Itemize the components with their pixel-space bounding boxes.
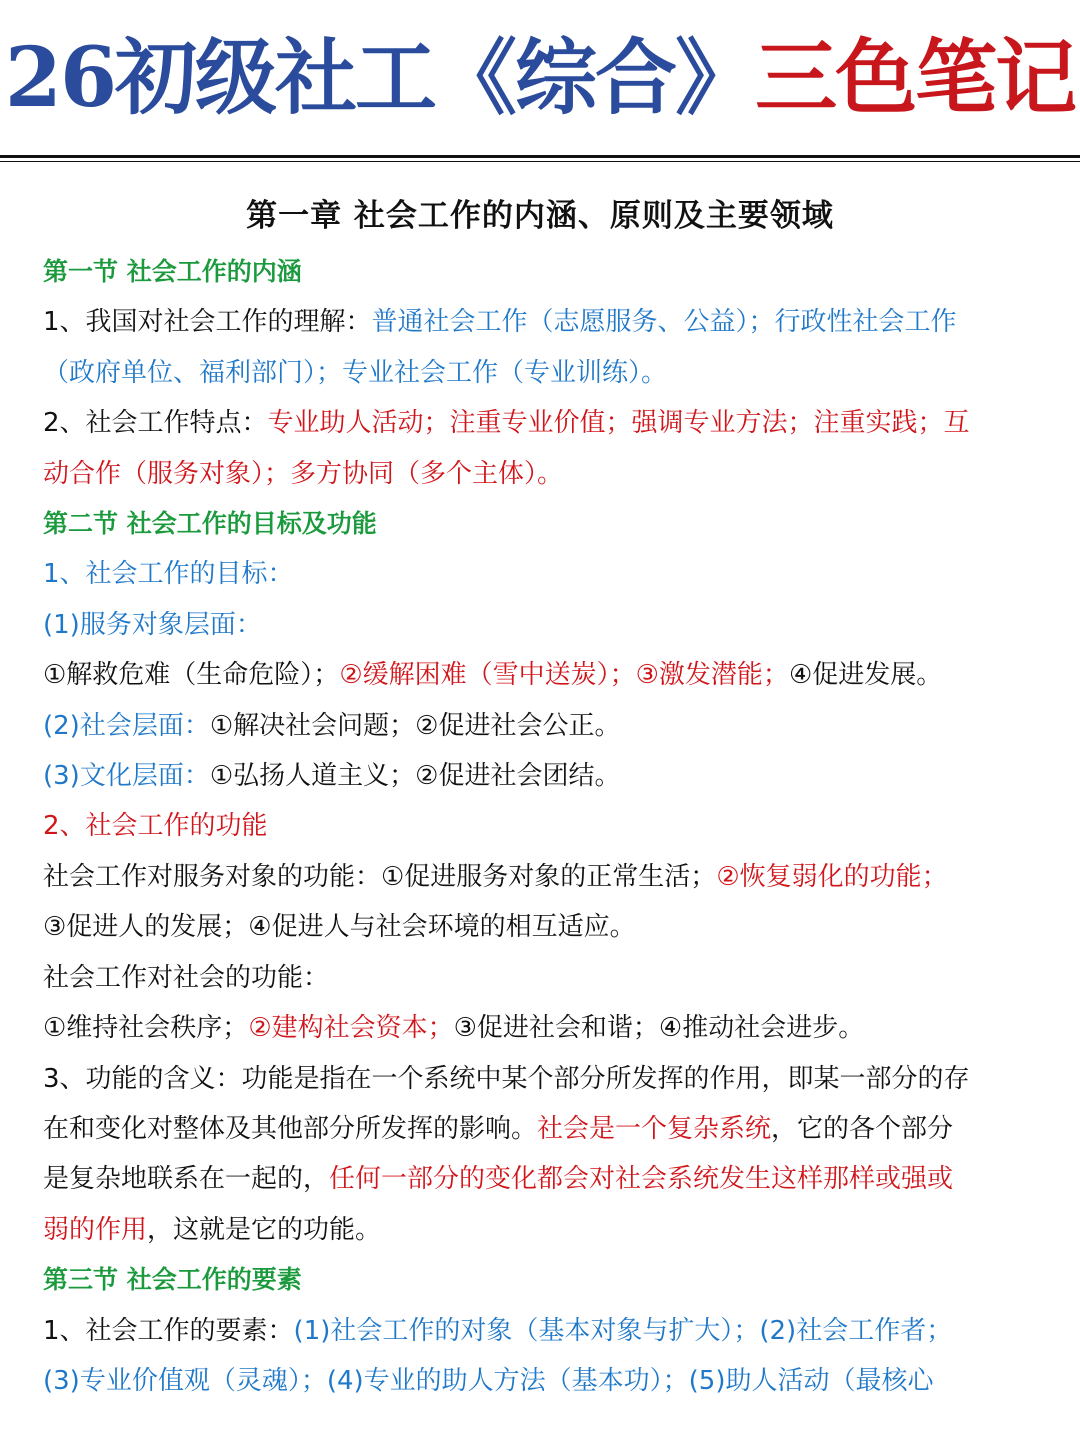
s1-p1-label: 1、我国对社会工作的理解： xyxy=(43,307,372,338)
section-1-title: 第一节 社会工作的内涵 xyxy=(43,257,302,286)
client-item-3: ④促进发展。 xyxy=(788,660,943,691)
culture-level xyxy=(43,751,1037,801)
section-2-title: 第二节 社会工作的目标及功能 xyxy=(43,509,377,539)
client-item-2: ②缓解困难（雪中送炭）；③激发潜能； xyxy=(339,660,789,691)
s1-paragraph-2-line-1 xyxy=(43,398,1037,448)
function-client-a: 社会工作对服务对象的功能：①促进服务对象的正常生活； xyxy=(43,861,717,892)
title-part-1: 26初级社工《 xyxy=(4,29,516,126)
function-society-red: ②建构社会资本； xyxy=(248,1013,454,1044)
s3-paragraph-1-line-1 xyxy=(43,1306,1037,1356)
meaning-line-1: 3、功能的含义：功能是指在一个系统中某个部分所发挥的作用，即某一部分的存 xyxy=(43,1063,970,1094)
meaning-b2: ，它的各个部分 xyxy=(771,1113,954,1144)
meaning-c1: 是复杂地联系在一起的， xyxy=(43,1164,330,1195)
function-client-line-2: ③促进人的发展；④促进人与社会环境的相互适应。 xyxy=(43,912,636,943)
function-client-line-1 xyxy=(43,852,1037,902)
function-client-red: ②恢复弱化的功能； xyxy=(716,861,948,892)
meaning-line-2 xyxy=(43,1104,1037,1154)
s3-paragraph-1-line-2: (3)专业价值观（灵魂）；(4)专业的助人方法（基本功）；(5)助人活动（最核心 xyxy=(43,1365,934,1396)
meaning-b-red: 社会是一个复杂系统 xyxy=(537,1113,772,1144)
s3-p1-label: 1、社会工作的要素： xyxy=(43,1315,294,1346)
chapter-title: 第一章 社会工作的内涵、原则及主要领域 xyxy=(246,198,834,234)
s1-p2-red-a: 专业助人活动；注重专业价值；强调专业方法；注重实践；互 xyxy=(267,408,970,439)
meaning-line-3 xyxy=(43,1154,1037,1204)
meaning-d-red: 弱的作用 xyxy=(43,1214,148,1245)
social-level-text: ①解决社会问题；②促进社会公正。 xyxy=(209,710,621,741)
s1-paragraph-2-line-2: 动合作（服务对象）；多方协同（多个主体）。 xyxy=(43,458,564,489)
client-item-1: ①解救危难（生命危险）； xyxy=(43,660,340,691)
social-level xyxy=(43,701,1037,751)
culture-level-label: (3)文化层面： xyxy=(43,761,210,792)
s1-p2-label: 2、社会工作特点： xyxy=(43,408,268,439)
function-society-2: ③促进社会和谐；④推动社会进步。 xyxy=(453,1013,865,1044)
culture-level-text: ①弘扬人道主义；②促进社会团结。 xyxy=(209,761,621,792)
meaning-d2: ，这就是它的功能。 xyxy=(147,1214,382,1245)
s1-p1-blue-a: 普通社会工作（志愿服务、公益）；行政性社会工作 xyxy=(371,307,957,338)
section-3-title: 第三节 社会工作的要素 xyxy=(43,1265,302,1295)
function-society-1: ①维持社会秩序； xyxy=(43,1013,249,1044)
s1-paragraph-1-line-1 xyxy=(43,297,1037,347)
page-title xyxy=(4,29,1076,126)
function-society-items xyxy=(43,1003,1037,1053)
function-heading: 2、社会工作的功能 xyxy=(43,811,268,842)
title-part-3: 》 xyxy=(675,29,756,126)
goal-heading: 1、社会工作的目标： xyxy=(43,559,294,590)
client-level-heading: (1)服务对象层面： xyxy=(43,609,262,640)
meaning-line-4 xyxy=(43,1205,1037,1255)
meaning-c-red: 任何一部分的变化都会对社会系统发生这样那样或强或 xyxy=(329,1164,954,1195)
s3-p1-blue-a: (1)社会工作的对象（基本对象与扩大）；(2)社会工作者； xyxy=(293,1315,953,1346)
social-level-label: (2)社会层面： xyxy=(43,710,210,741)
title-bar xyxy=(0,0,1080,155)
notes-content xyxy=(0,162,1080,1406)
s1-paragraph-1-line-2: （政府单位、福利部门）；专业社会工作（专业训练）。 xyxy=(43,357,668,388)
title-part-4: 三色笔记 xyxy=(755,29,1076,126)
client-level-items xyxy=(43,650,1037,700)
function-society-label: 社会工作对社会的功能： xyxy=(43,962,330,993)
meaning-b1: 在和变化对整体及其他部分所发挥的影响。 xyxy=(43,1113,538,1144)
title-part-2: 综合 xyxy=(515,29,676,126)
